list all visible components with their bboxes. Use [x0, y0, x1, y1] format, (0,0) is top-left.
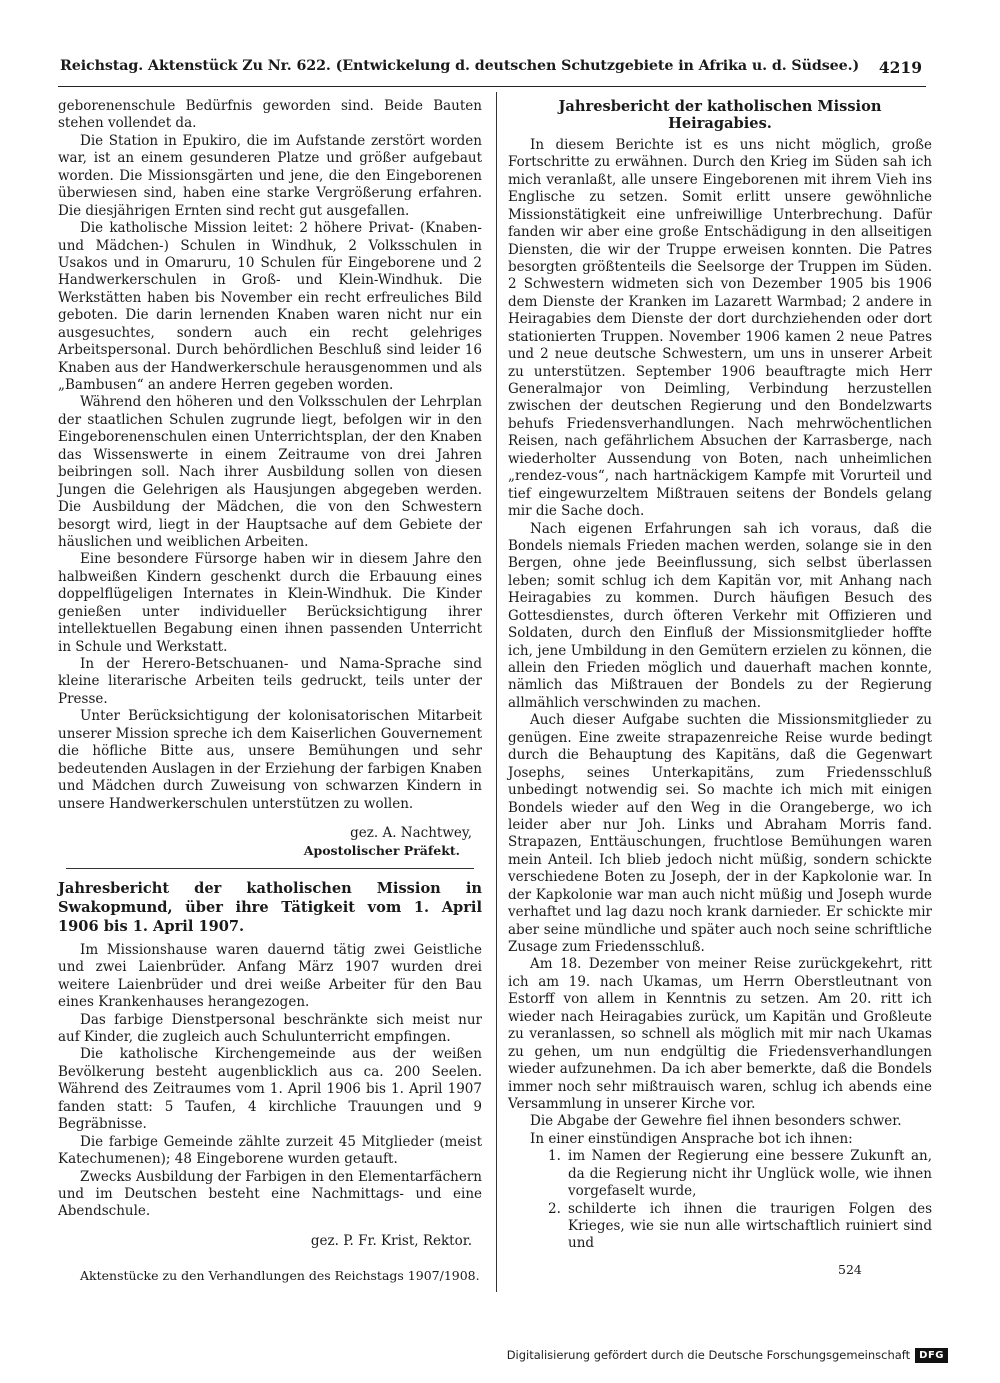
signature-role: Apostolischer Präfekt.	[303, 843, 460, 859]
paragraph: Eine besondere Fürsorge haben wir in diesem Jahre den halbweißen Kindern geschenkt durch die Erbauung eines doppelflügeligen Internates in Klein-Windhuk. Die Kinder genießen unter individueller Berücksichtigung ihrer intellektuellen Begabung einen ihnen passenden Unterricht in Schule und Werkstatt.	[58, 551, 482, 655]
list-item	[548, 1148, 932, 1200]
paragraph: geborenenschule Bedürfnis geworden sind. Beide Bauten stehen vollendet da.	[58, 98, 482, 132]
list-text: im Namen der Regierung eine bessere Zukunft an, da die Regierung nicht ihr Unglück wolle, wie ihnen vorgefaselt wurde,	[568, 1148, 932, 1200]
paragraph: In der Herero-Betschuanen- und Nama-Sprache sind kleine literarische Arbeiten teils gedruckt, teils unter der Presse.	[58, 656, 482, 707]
column-divider	[496, 92, 497, 1292]
list-number: 2.	[548, 1200, 561, 1217]
paragraph: Die farbige Gemeinde zählte zurzeit 45 Mitglieder (meist Katechumenen); 48 Eingeborene wurden getauft.	[58, 1133, 482, 1168]
left-column	[58, 98, 482, 1250]
paragraph: Die katholische Mission leitet: 2 höhere Privat- (Knaben- und Mädchen-) Schulen in Windhuk, 2 Volksschulen in Usakos und in Omaruru, 10 Schulen für Eingeborene und 2 Handwerkerschulen in Groß- und Klein-Windhuk. Die Werkstätten haben bis November ein recht erfreuliches Bild geboten. Die darin lernenden Knaben waren nicht nur ein ausgesuchtes, sondern auch ein recht gelehriges Arbeitspersonal. Durch behördlichen Beschluß sind leider 16 Knaben aus der Handwerkerschule herausgenommen und als „Bambusen“ an andere Herren gegeben worden.	[58, 220, 482, 393]
paragraph: In einer einstündigen Ansprache bot ich ihnen:	[530, 1130, 853, 1147]
section-heading-heiragabies: Jahresbericht der katholischen Mission Heiragabies.	[558, 98, 882, 133]
paragraph: Auch dieser Aufgabe suchten die Missionsmitglieder zu genügen. Eine zweite strapazenreiche Reise wurde bedingt durch die Behauptung des Kapitäns, daß die Gegenwart Josephs, seines Unterkapitäns, zum Friedensschluß unbedingt notwendig sei. So machte ich mich mit einigen Bondels wieder auf den Weg in die Orangeberge, wo ich leider aber nur Joh. Links und Abraham Morris fand. Strapazen, Enttäuschungen, fruchtlose Bemühungen waren mein Anteil. Ich blieb jedoch nicht müßig, sondern schickte verschiedene Boten zu Joseph, der in der Kapkolonie war. In der Kapkolonie war man auch nicht müßig und Joseph wurde verhaftet und lag dazu noch krank darnieder. Er schickte mir aber seine mündliche und später auch noch seine schriftliche Zusage zum Friedensschluß.	[508, 712, 932, 955]
right-column	[508, 98, 932, 1253]
credit-text: Digitalisierung gefördert durch die Deutsche Forschungsgemeinschaft	[506, 1348, 911, 1362]
dfg-logo-icon: DFG	[915, 1348, 948, 1363]
page-number: 4219	[878, 58, 922, 77]
paragraph: Im Missionshause waren dauernd tätig zwei Geistliche und zwei Laienbrüder. Anfang März 1907 wurden drei weitere Laienbrüder und drei weiße Arbeiter für den Bau eines Krankenhauses herangezogen.	[58, 941, 482, 1011]
paragraph: Nach eigenen Erfahrungen sah ich voraus, daß die Bondels niemals Frieden machen werden, solange sie in den Bergen, ohne jede Beeinflussung, sich selbst überlassen leben; somit schlug ich dem Kapitän vor, mit Anhang nach Heiragabies zu kommen. Durch häufigen Besuch des Gottesdienstes, durch öfteren Verkehr mit Offizieren und Soldaten, durch den Einfluß der Missionsmitglieder hoffte ich, jene Umbildung in den Gemütern erzielen zu können, die allein den Frieden möglich und dauerhaft machen konnte, nämlich das Mißtrauen der Bondels zu der Regierung allmählich verschwinden zu machen.	[508, 520, 932, 711]
section-heading-swakopmund: Jahresbericht der katholischen Mission in Swakopmund, über ihre Tätigkeit vom 1. April 1906 bis 1. April 1907.	[58, 879, 482, 935]
list-text: schilderte ich ihnen die traurigen Folgen des Krieges, wie sie nun alle wirtschaftlich ruiniert sind und	[568, 1200, 932, 1252]
paragraph: Am 18. Dezember von meiner Reise zurückgekehrt, ritt ich am 19. nach Ukamas, um Herrn Oberstleutnant von Estorff von allem in Kenntnis zu setzen. Am 20. ritt ich wieder nach Heiragabies zurück, um Kapitän und Großleute zu veranlassen, so schnell als möglich mit mir nach Ukamas zu gehen, um nun endgültig die Friedensverhandlungen wieder aufzunehmen. Da ich aber bemerkte, daß die Bondels immer noch sehr mißtrauisch waren, schlug ich abends eine Versammlung in unserer Kirche vor.	[508, 956, 932, 1112]
paragraph: Das farbige Dienstpersonal beschränkte sich meist nur auf Kinder, die zugleich auch Schulunterricht empfingen.	[58, 1011, 482, 1045]
paragraph: Während den höheren und den Volksschulen der Lehrplan der staatlichen Schulen zugrunde liegt, befolgen wir in den Eingeborenenschulen einen Unterrichtsplan, der den Knaben das Wissenswerte in einem Zeitraume von drei Jahren beibringen soll. Nach ihrer Ausbildung sollen von diesen Jungen die Gelehrigen als Hausjungen abgegeben werden. Die Ausbildung der Mädchen, die von den Schwestern besorgt wird, liegt in der Hauptsache auf dem Gebiete der häuslichen und weiblichen Arbeiten.	[58, 394, 482, 550]
section-rule	[66, 868, 474, 869]
sheet-number: 524	[838, 1262, 862, 1277]
paragraph: Die Station in Epukiro, die im Aufstande zerstört worden war, ist an einem gesunderen Platze und größer aufgebaut worden. Die Missionsgärten und jene, die den Eingeborenen überwiesen sind, haben eine starke Vergrößerung erfahren. Die diesjährigen Ernten sind recht gut ausgefallen.	[58, 132, 482, 219]
paragraph: Zwecks Ausbildung der Farbigen in den Elementarfächern und im Deutschen besteht eine Nachmittags- und eine Abendschule.	[58, 1168, 482, 1220]
paragraph: Unter Berücksichtigung der kolonisatorischen Mitarbeit unserer Mission spreche ich dem Kaiserlichen Gouvernement die höfliche Bitte aus, unsere Bemühungen und sehr bedeutenden Auslagen in der Erziehung der farbigen Knaben und Mädchen durch Zuweisung von schwarzen Kindern in unsere Handwerkerschulen unterstützen zu wollen.	[58, 708, 482, 812]
offer-list	[508, 1148, 932, 1253]
signature-nachtwey: gez. A. Nachtwey,	[350, 824, 472, 841]
signature-krist: gez. P. Fr. Krist, Rektor.	[310, 1232, 472, 1249]
paragraph: In diesem Berichte ist es uns nicht möglich, große Fortschritte zu erwähnen. Durch den Krieg im Süden sah ich mich veranlaßt, alle unsere Eingeborenen mit ihrem Vieh ins Englische zu setzen. Somit erlitt unsere gewöhnliche Missionstätigkeit eine unfreiwillige Unterbrechung. Dafür fanden wir aber eine große Entschädigung in den allseitigen Diensten, die wir der Truppe erweisen konnten. Die Patres besorgten größtenteils die Seelsorge der Truppen im Süden. 2 Schwestern widmeten sich von Dezember 1905 bis 1906 dem Dienste der Kranken im Lazarett Warmbad; 2 andere in Heiragabies dem Dienste der dort durchziehenden oder dort stationierten Truppen. November 1906 kamen 2 neue Patres und 2 neue deutsche Schwestern, um uns in unserer Arbeit zu unterstützen. September 1906 beauftragte mich Herr Generalmajor von Deimling, Verbindung herzustellen zwischen der deutschen Regierung und den Bondelzwarts behufs Friedensverhandlungen. Nach mehrwöchentlichen Reisen, nach gefährlichem Absuchen der Karrasberge, nach wiederholter Aussendung von Boten, nach unheimlichen „rendez-vous“, nach hartnäckigem Kampfe mit Vorurteil und tief eingewurzeltem Mißtrauen seitens der Bondels gelang mir die Sache doch.	[508, 136, 932, 520]
running-title: Reichstag. Aktenstück Zu Nr. 622. (Entwickelung d. deutschen Schutzgebiete in Afrika u. d. Südsee.)	[60, 58, 860, 74]
digitization-credit	[507, 1346, 948, 1364]
page-header	[58, 54, 926, 87]
list-number: 1.	[548, 1148, 561, 1165]
list-item	[548, 1201, 932, 1253]
footer-note: Aktenstücke zu den Verhandlungen des Reichstags 1907/1908.	[80, 1268, 480, 1283]
paragraph: Die Abgabe der Gewehre fiel ihnen besonders schwer.	[530, 1113, 902, 1130]
paragraph: Die katholische Kirchengemeinde aus der weißen Bevölkerung besteht augenblicklich aus ca. 200 Seelen. Während des Zeitraumes vom 1. April 1906 bis 1. April 1907 fanden statt: 5 Taufen, 4 kirchliche Trauungen und 9 Begräbnisse.	[58, 1046, 482, 1133]
